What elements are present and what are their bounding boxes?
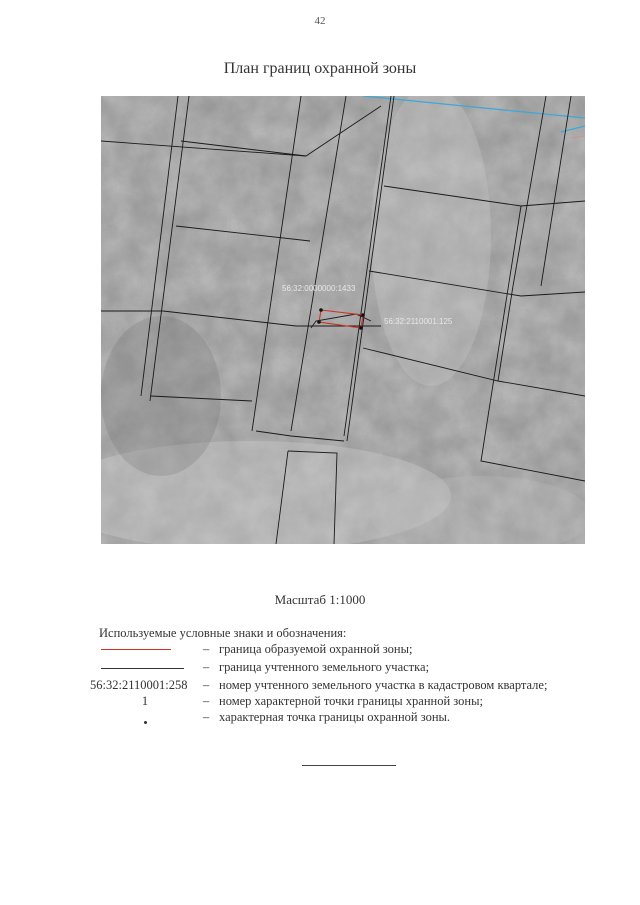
legend-item-parcel-number: 56:32:2110001:258 – номер учтенного земельного участка в кадастровом квартале; xyxy=(90,678,548,692)
legend-dash: – xyxy=(203,694,210,708)
page-title: План границ охранной зоны xyxy=(223,60,417,77)
light-area xyxy=(371,96,491,386)
legend-heading: Используемые условные знаки и обозначения: xyxy=(99,626,347,640)
zone-point xyxy=(361,313,365,317)
legend-dash: – xyxy=(203,642,210,656)
legend-symbol-number: 1 xyxy=(141,694,149,708)
legend-dash: – xyxy=(203,660,210,674)
zone-point xyxy=(319,308,323,312)
map-drawing xyxy=(101,96,585,544)
zone-point xyxy=(359,326,363,330)
scale-caption: Масштаб 1:1000 xyxy=(274,592,366,607)
legend-text: граница образуемой охранной зоны; xyxy=(219,642,413,656)
legend-dash: – xyxy=(203,710,210,724)
legend-item-parcel-border xyxy=(99,660,599,678)
legend-text: граница учтенного земельного участка; xyxy=(219,660,430,674)
cadastral-map xyxy=(101,96,585,544)
dark-area xyxy=(101,316,221,476)
legend-text: номер учтенного земельного участка в кадастровом квартале; xyxy=(219,678,548,692)
legend-item-protection-zone xyxy=(99,642,599,660)
parcel-label: 56:32:0000000:1433 xyxy=(282,284,356,293)
legend-item-zone-point xyxy=(99,710,599,728)
legend-text: характерная точка границы охранной зоны. xyxy=(219,710,451,724)
legend-dash: – xyxy=(203,678,210,692)
legend-text: номер характерной точки границы хранной зоны; xyxy=(219,694,483,708)
zone-point xyxy=(317,320,321,324)
page-number: 42 xyxy=(314,15,326,27)
footer-divider xyxy=(302,765,396,766)
parcel-label: 56:32:2110001:125 xyxy=(384,317,453,326)
